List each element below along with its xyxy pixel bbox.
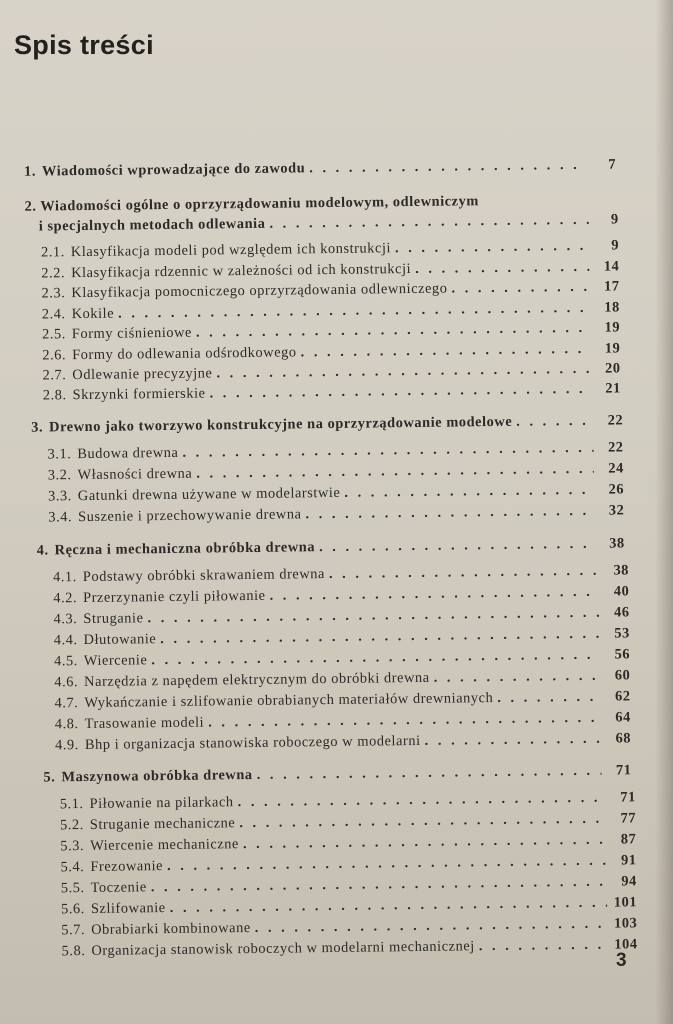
- page-ref: 20: [604, 360, 621, 377]
- section-number: 4.4.: [53, 632, 78, 649]
- section-title: Wiercenie mechaniczne: [90, 836, 240, 854]
- section-number: 5.1.: [59, 796, 84, 813]
- dot-leader: [208, 710, 601, 732]
- dot-leader: [118, 300, 590, 323]
- dot-leader: [257, 763, 602, 784]
- toc-chapter-2-line1: [24, 193, 479, 216]
- dot-leader: [497, 689, 600, 707]
- chapter-number: 3.: [31, 419, 44, 436]
- toc-section-4-6: [54, 667, 630, 691]
- page-ref: 60: [614, 667, 631, 684]
- toc-section-4-8: [55, 709, 631, 733]
- section-number: 5.3.: [60, 838, 85, 855]
- dot-leader: [151, 647, 600, 669]
- dot-leader: [305, 503, 594, 524]
- dot-leader: [415, 259, 589, 278]
- dot-leader: [269, 584, 599, 605]
- toc-section-3-1: [47, 439, 623, 463]
- toc-section-2-3: [41, 278, 619, 302]
- section-number: 4.1.: [52, 569, 77, 586]
- page-ref: 40: [613, 583, 630, 600]
- dot-leader: [434, 668, 601, 687]
- section-number: 5.5.: [60, 880, 85, 897]
- section-number: 4.5.: [53, 653, 78, 670]
- section-number: 3.4.: [48, 509, 73, 526]
- section-title: Kokile: [71, 305, 115, 323]
- page-ref: 77: [620, 810, 637, 827]
- chapter-title: Drewno jako tworzywo konstrukcyjne na oprzyrządowanie modelowe: [49, 413, 513, 436]
- dot-leader: [255, 916, 608, 937]
- dot-leader: [209, 381, 590, 403]
- page-ref: 19: [604, 340, 621, 357]
- dot-leader: [344, 482, 594, 502]
- chapter-number: 4.: [36, 542, 49, 559]
- page-ref: 18: [604, 299, 620, 316]
- section-title: Struganie mechaniczne: [89, 815, 236, 833]
- section-title: Struganie: [83, 610, 144, 628]
- page-ref: 38: [613, 562, 630, 579]
- section-title: Formy do odlewania odśrodkowego: [72, 344, 297, 364]
- dot-leader: [196, 461, 594, 483]
- page-ref: 17: [603, 278, 620, 295]
- chapter-title: Maszynowa obróbka drewna: [61, 766, 253, 786]
- section-title: Obrabiarki kombinowane: [91, 920, 251, 938]
- section-number: 3.3.: [47, 488, 72, 505]
- dot-leader: [167, 853, 607, 875]
- section-title: Szlifowanie: [90, 900, 166, 917]
- page-ref: 38: [609, 535, 625, 552]
- dot-leader: [319, 536, 595, 556]
- section-title: Własności drewna: [77, 465, 193, 484]
- section-title: Suszenie i przechowywanie drewna: [78, 506, 302, 526]
- toc-section-4-2: [53, 583, 629, 607]
- toc-section-4-1: [53, 562, 629, 586]
- section-title: Formy ciśnieniowe: [71, 324, 193, 343]
- page-ref: 53: [614, 625, 630, 642]
- page-ref: 87: [620, 831, 637, 848]
- section-number: 2.2.: [41, 265, 66, 282]
- toc-section-5-3: [60, 831, 636, 855]
- toc-section-2-5: [42, 319, 620, 343]
- section-title: Podstawy obróbki skrawaniem drewna: [82, 566, 326, 586]
- dot-leader: [243, 832, 607, 853]
- toc-section-2-1: [41, 237, 619, 261]
- page-ref: 21: [605, 380, 621, 397]
- section-title: Dłutowanie: [83, 631, 157, 649]
- page-ref: 68: [615, 730, 632, 747]
- dot-leader: [395, 238, 589, 257]
- dot-leader: [516, 413, 593, 431]
- section-title: Trasowanie modeli: [84, 714, 205, 733]
- page-ref: 7: [608, 156, 617, 173]
- section-title: Wykańczanie i szlifowanie obrabianych materiałów drewnianych: [84, 690, 494, 712]
- toc-chapter-5: [43, 762, 631, 786]
- section-number: 4.3.: [53, 611, 78, 628]
- dot-leader: [196, 320, 590, 342]
- dot-leader: [269, 212, 589, 233]
- page-ref: 64: [615, 709, 631, 726]
- section-number: 5.7.: [61, 922, 86, 939]
- section-number: 3.2.: [47, 467, 72, 484]
- toc-section-2-8: [43, 380, 621, 404]
- toc-section-3-3: [48, 481, 624, 505]
- page-ref: 46: [613, 604, 630, 621]
- chapter-number: 2.: [24, 198, 37, 215]
- section-title: Klasyfikacja rdzennic w zależności od ich konstrukcji: [71, 260, 412, 282]
- dot-leader: [451, 279, 589, 298]
- section-number: 5.2.: [59, 817, 84, 834]
- dot-leader: [238, 790, 606, 811]
- dot-leader: [216, 361, 590, 383]
- page-title: Spis treści: [14, 30, 154, 60]
- section-number: 4.6.: [54, 674, 79, 691]
- section-number: 2.3.: [41, 285, 66, 302]
- section-number: 2.4.: [41, 306, 66, 323]
- page-ref: 56: [614, 646, 631, 663]
- dot-leader: [151, 874, 607, 897]
- section-number: 2.7.: [42, 367, 67, 384]
- section-number: 5.8.: [61, 943, 86, 960]
- section-title: Odlewanie precyzyjne: [72, 365, 213, 384]
- page-ref: 94: [621, 873, 637, 890]
- page-ref: 103: [613, 915, 638, 932]
- toc-chapter-1: [24, 156, 616, 180]
- section-title: Wiercenie: [83, 652, 148, 670]
- dot-leader: [147, 605, 599, 628]
- chapter-number: 5.: [43, 769, 56, 786]
- dot-leader: [160, 626, 600, 648]
- section-number: 4.9.: [55, 737, 80, 754]
- section-number: 3.1.: [47, 446, 72, 463]
- page-ref: 32: [608, 502, 625, 519]
- page-ref: 71: [620, 789, 636, 806]
- dot-leader: [170, 895, 608, 917]
- chapter-title-line1: Wiadomości ogólne o oprzyrządowaniu modelowym, odlewniczym: [40, 193, 479, 215]
- toc-section-5-4: [61, 852, 637, 876]
- page-ref: 91: [620, 852, 637, 869]
- chapter-title: i specjalnych metodach odlewania: [38, 215, 266, 235]
- chapter-title: Ręczna i mechaniczna obróbka drewna: [54, 539, 316, 559]
- section-title: Frezowanie: [90, 858, 164, 875]
- toc-section-4-9: [55, 730, 631, 754]
- toc-section-4-4: [54, 625, 630, 649]
- toc-section-3-2: [48, 460, 624, 484]
- section-title: Budowa drewna: [77, 444, 179, 463]
- toc-section-5-8: [62, 936, 638, 960]
- section-number: 2.6.: [42, 347, 67, 364]
- page-ref: 9: [611, 237, 620, 254]
- section-title: Toczenie: [90, 879, 147, 896]
- section-number: 2.5.: [41, 326, 66, 343]
- dot-leader: [329, 563, 599, 583]
- page-number: 3: [616, 950, 627, 971]
- section-number: 5.6.: [61, 901, 86, 918]
- toc-section-5-5: [61, 873, 637, 897]
- toc-section-5-1: [60, 789, 636, 813]
- page-ref: 101: [613, 894, 638, 911]
- toc-section-5-7: [61, 915, 637, 939]
- toc-chapter-3: [31, 412, 623, 436]
- section-number: 4.2.: [53, 590, 78, 607]
- page-ref: 19: [604, 319, 621, 336]
- section-title: Skrzynki formierskie: [72, 385, 206, 404]
- dot-leader: [479, 937, 608, 956]
- page-ref: 9: [610, 211, 619, 228]
- section-title: Organizacja stanowisk roboczych w modelarni mechanicznej: [91, 938, 475, 959]
- toc-section-5-2: [60, 810, 636, 834]
- toc-section-5-6: [61, 894, 637, 918]
- page-ref: 104: [614, 936, 638, 953]
- page-ref: 22: [607, 412, 624, 429]
- section-title: Bhp i organizacja stanowiska roboczego w modelarni: [84, 732, 421, 754]
- section-title: Narzędzia z napędem elektrycznym do obróbki drewna: [84, 669, 430, 691]
- toc-section-4-5: [54, 646, 630, 670]
- page-ref: 22: [607, 439, 624, 456]
- page-ref: 24: [608, 460, 624, 477]
- dot-leader: [425, 731, 602, 750]
- section-title: Przerzynanie czyli piłowanie: [83, 587, 266, 607]
- toc-section-4-3: [53, 604, 629, 628]
- section-number: 5.4.: [60, 859, 85, 876]
- chapter-number: 1.: [24, 163, 37, 180]
- toc-section-4-7: [54, 688, 630, 712]
- page-ref: 14: [603, 258, 620, 275]
- section-title: Piłowanie na pilarkach: [89, 794, 234, 812]
- dot-leader: [182, 440, 593, 462]
- toc-chapter-2: [39, 211, 619, 235]
- section-number: 4.8.: [54, 716, 79, 733]
- dot-leader: [301, 341, 591, 362]
- page-ref: 26: [608, 481, 625, 498]
- toc-section-3-4: [48, 502, 624, 526]
- page-ref: 62: [614, 688, 631, 705]
- section-number: 2.8.: [42, 387, 67, 404]
- section-title: Gatunki drewna używane w modelarstwie: [77, 484, 341, 505]
- page-ref: 71: [615, 762, 632, 779]
- section-number: 2.1.: [40, 244, 65, 261]
- toc-chapter-4: [37, 535, 625, 559]
- section-title: Klasyfikacja pomocniczego oprzyrządowania odlewniczego: [71, 280, 448, 302]
- chapter-title: Wiadomości wprowadzające do zawodu: [41, 160, 306, 180]
- section-number: 4.7.: [54, 695, 79, 712]
- dot-leader: [239, 811, 606, 832]
- dot-leader: [309, 157, 586, 177]
- section-title: Klasyfikacja modeli pod względem ich konstrukcji: [70, 240, 392, 261]
